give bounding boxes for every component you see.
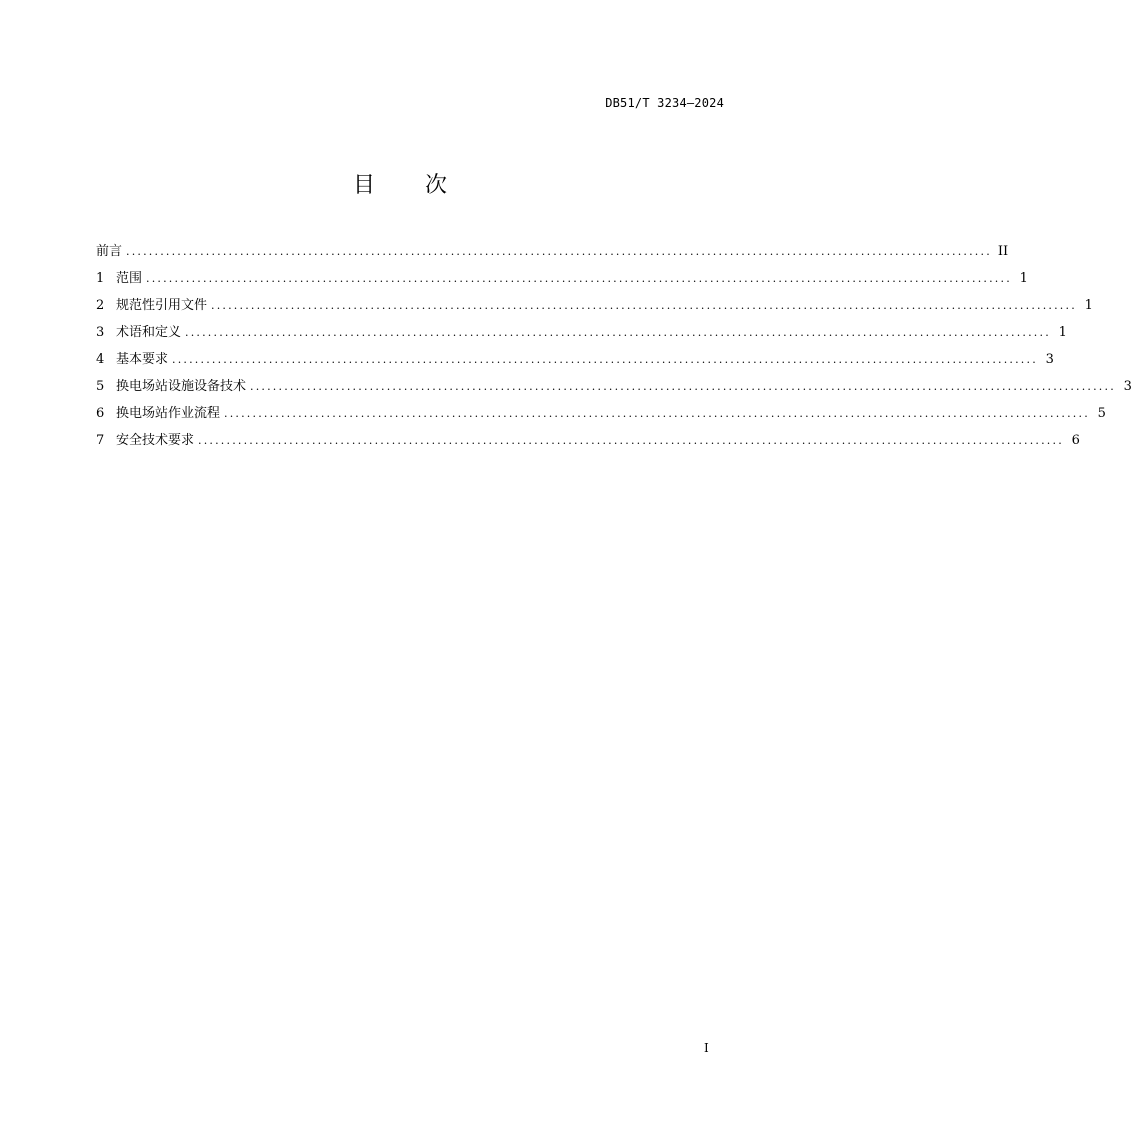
table-of-contents [96, 240, 1132, 456]
toc-leader-dots: ........................................................................................................................................................ [172, 353, 1038, 366]
toc-leader-dots: ........................................................................................................................................................ [185, 326, 1051, 339]
toc-entry-label: 规范性引用文件 [116, 298, 208, 313]
toc-entry-number: 6 [96, 406, 105, 421]
toc-entry-foreword[interactable] [96, 240, 1009, 267]
toc-entry-number: 3 [96, 325, 105, 340]
toc-entry-basic-requirements[interactable] [96, 348, 1054, 375]
toc-entry-page: 1 [1019, 271, 1028, 286]
toc-entry-safety-requirements[interactable] [96, 429, 1080, 456]
toc-entry-station-workflow[interactable] [96, 402, 1106, 429]
document-code: DB51/T 3234—2024 [605, 96, 724, 110]
toc-leader-dots: ........................................................................................................................................................ [224, 407, 1090, 420]
toc-entry-number: 1 [96, 271, 105, 286]
toc-entry-label: 范围 [116, 271, 143, 286]
toc-entry-terms-definitions[interactable] [96, 321, 1067, 348]
toc-leader-dots: ........................................................................................................................................................ [126, 245, 992, 258]
toc-entry-page: 3 [1045, 352, 1054, 367]
toc-entry-label: 前言 [96, 244, 123, 259]
toc-entry-page: 6 [1071, 433, 1080, 448]
page-number: I [704, 1041, 709, 1055]
toc-entry-label: 安全技术要求 [116, 433, 195, 448]
toc-entry-number: 4 [96, 352, 105, 367]
toc-leader-dots: ........................................................................................................................................................ [198, 434, 1064, 447]
toc-leader-dots: ........................................................................................................................................................ [146, 272, 1012, 285]
toc-entry-page: 1 [1084, 298, 1093, 313]
toc-entry-label: 换电场站作业流程 [116, 406, 221, 421]
toc-entry-label: 基本要求 [116, 352, 169, 367]
toc-entry-label: 换电场站设施设备技术 [116, 379, 247, 394]
toc-leader-dots: ........................................................................................................................................................ [250, 380, 1116, 393]
toc-entry-number: 5 [96, 379, 105, 394]
toc-entry-page: 1 [1058, 325, 1067, 340]
toc-entry-number: 7 [96, 433, 105, 448]
toc-entry-page: 3 [1123, 379, 1132, 394]
toc-entry-page: 5 [1097, 406, 1106, 421]
toc-entry-normative-references[interactable] [96, 294, 1093, 321]
toc-entry-station-equipment[interactable] [96, 375, 1132, 402]
toc-entry-number: 2 [96, 298, 105, 313]
toc-entry-page: II [997, 244, 1009, 259]
toc-entry-scope[interactable] [96, 267, 1028, 294]
toc-leader-dots: ........................................................................................................................................................ [211, 299, 1077, 312]
page-title: 目次 [352, 173, 497, 198]
toc-entry-label: 术语和定义 [116, 325, 182, 340]
